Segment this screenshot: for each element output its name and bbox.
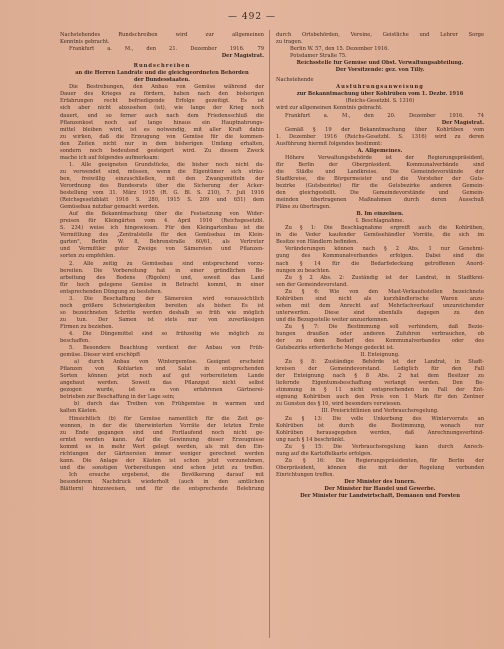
text-line: 4. Die Düngemittel sind so frühzeitig wie möglich zu <box>69 330 264 337</box>
text-line: entsprechenden Düngung zu bestehen. <box>60 288 163 295</box>
text-line: wird zur allgemeinen Kenntnis gebracht. <box>276 105 383 112</box>
text-line: garten", Berlin W. 8, Behrenstraße 60/61, als Vertreter <box>60 239 264 246</box>
text-line: der zu dem Bedarf des Kommunalverbandes oder des <box>276 338 484 345</box>
text-line: Gutsbezirks erforderliche Menge gedeckt ist. <box>276 345 395 352</box>
text-line: Sorten können jetzt noch auf gut vorbereitetem Lande <box>60 373 264 380</box>
text-line: III. Preisrichtlinien und Verbrauchsregelung. <box>321 408 439 415</box>
text-line: 3. Die Beschaffung der Sämereien wird voraussichtlich <box>69 295 264 302</box>
text-line: Dauer des Krieges zu fördern, haben nach den bisherigen <box>60 91 264 98</box>
text-line: preisen für Kleingärten vom 4. April 1916 (Reichsgesetzbl. <box>60 218 264 225</box>
text-line: (Reichs-Gesetzbl. S. 1316) <box>345 98 415 105</box>
text-line: 1. Alle geeigneten Grundstücke, die bisher noch nicht da- <box>69 161 264 168</box>
text-line: nach § 14 für die Bedarfsdeckung getroffenen Anord- <box>276 260 484 267</box>
text-line: für Berlin der Oberpräsident. Kommunalverbände sind <box>276 161 484 168</box>
text-line: hungen draußen oder anderen Zufuhren verbrauchen, ob <box>276 330 484 337</box>
text-line: zur Bekanntmachung über Kohlrüben vom 1. Dezbr. 1916 <box>296 91 464 98</box>
text-line: Besitze von Händlern befinden. <box>276 239 359 246</box>
text-line: Erfahrungen recht befriedigende Erfolge gezeitigt. Es ist <box>60 98 264 105</box>
text-line: Der Magistrat. <box>441 119 484 126</box>
text-line: und die sonstigen Vorbereitungen sind schon jetzt zu treffen. <box>60 464 264 471</box>
text-line: ben, freiwillig einzuschließen, mit den Zwangsmitteln der <box>60 175 264 182</box>
text-line: Pläne zu übertragen. <box>276 204 331 211</box>
text-line: B. Im einzelnen. <box>356 211 404 218</box>
text-line: unterwerfen. Diese sind ebenfalls dagegen zu den <box>276 309 484 316</box>
text-line: der Enteignung nach § 8 Abs. 2 hat dem Besitzer zu <box>276 373 484 380</box>
text-line: (Reichsgesetzblatt 1916 S. 280, 1915 S. 209 und 651) dem <box>60 197 264 204</box>
text-line: wonnen, in der die überwinterten Vorräte der letzten Ernte <box>60 422 264 429</box>
text-line: Kohlrüben ist durch die Bestimmung, wonach nur <box>276 422 484 429</box>
text-line: Ich ersuche ergebenst, die Bevölkerung darauf mit <box>69 471 264 478</box>
text-line: dauert, und so ferner auch nach dem Friedensschluß die <box>60 112 264 119</box>
text-line: zu Gunsten des § 10, wird besonders verwiesen. <box>276 401 402 408</box>
text-line: 1. Dezember 1916 (Reichs-Gesetzbl. S. 1316) wird zu deren <box>276 133 484 140</box>
text-line: kalten Kästen. <box>60 408 98 415</box>
text-line: b) durch das Treiben von Frühgemüse in warmen und <box>74 401 264 408</box>
text-line: der Bundesstaaten. <box>133 77 191 84</box>
text-line: den Zeiten nicht nur in dem bisherigen Umfang erhalten, <box>60 140 264 147</box>
text-line: bereiten. Die Vorbereitung hat in einer gründlichen Be- <box>60 267 264 274</box>
text-line: und Vermittler guter Zweige von Sämereien und Pflanzen- <box>60 246 264 253</box>
text-line: gung des Kommunalverbandes erfolgen. Dabei sind die <box>276 253 484 260</box>
text-line: sehen mit dem Anrecht auf Mehrfachverkauf unzureichender <box>276 302 484 309</box>
text-line: kreisen der Gemeindevorstand. Lediglich für den Fall <box>276 366 484 373</box>
left-column <box>60 32 264 493</box>
text-line: Firmen zu beziehen. <box>60 323 114 330</box>
text-line: ung nach § 14 beschränkt. <box>276 436 345 443</box>
column-divider <box>269 30 270 638</box>
text-line: Kohlrüben sind nicht als kurzhändlerische Waren anzu- <box>276 295 484 302</box>
text-line: arbeitung des Bodens (Rigolen) und, soweit das Land <box>60 274 264 281</box>
text-line: II. Enteignung. <box>360 352 400 359</box>
text-line: A. Allgemeines. <box>357 147 403 154</box>
text-line: Veränderungen können nach § 2 Abs. 1 nur Genehmi- <box>285 246 484 253</box>
text-line: Die Bestrebungen, den Anbau von Gemüse während der <box>69 84 264 91</box>
text-line: Der Magistrat. <box>221 53 264 60</box>
text-line: in die Veder kaufender Gemüsehändler Vorräte, die sich im <box>276 232 484 239</box>
text-line: den gleichgestellt. Die Gemeindevorstände und Gemein- <box>276 190 484 197</box>
text-line: liefernde Eigentumsbeschaffung verlangt werden. Den Be- <box>276 380 484 387</box>
text-line: Blättern) hinzuweisen, und für die entsprechende Belehrung <box>60 486 264 492</box>
text-line: Frankfurt a. M., den 20. Dezember 1916. 74 <box>285 112 484 119</box>
text-line: Hinsichtlich (b) für Gemüse namentlich für die Zeit ge- <box>69 415 264 422</box>
text-line: gemüse. Dieser wird erschöpft <box>60 352 141 359</box>
text-line: Ausführungsanweisung <box>336 84 424 91</box>
text-line: Höhere Verwaltungsbehörde ist der Regierungspräsident, <box>285 154 484 161</box>
text-line: und die Bezugsstelle weiter anzuerkennen. <box>276 316 389 323</box>
text-line: Zu § 16: Die Regierungspräsidenten, für Berlin der <box>285 457 484 464</box>
text-line: Der Vorsitzende: gez. von Tilly. <box>335 67 425 74</box>
text-line: Pflanzenkost noch auf lange hinaus ein Hauptnahrungs- <box>60 119 264 126</box>
text-line: zu tun. Der Samen ist stets nur von zuverlässigen <box>60 316 264 323</box>
text-line: Nachstehende <box>276 77 314 84</box>
text-line: so bezeichneten Schritte werden deshalb so früh wie möglich <box>60 309 264 316</box>
text-line: I. Beschlagnahme. <box>355 218 405 225</box>
text-line: Rundschreiben <box>133 63 191 70</box>
text-line: Verordnung des Bundesrats über die Sicherung der Acker- <box>60 182 264 189</box>
text-line: Der Minister für Landwirtschaft, Domänen und Forsten <box>300 493 460 500</box>
text-line: kommt es in mehr Wert gelegt werden, als mit den Ein- <box>60 443 264 450</box>
text-line: zu Ende gegangen sind und Fortlaufend noch nicht ge- <box>60 429 264 436</box>
text-line: S. 234) weise ich hingewiesen. Für den Kleingartenbau ist die <box>60 225 264 232</box>
text-line: Zu § 1: Die Beschlagnahme ergreift auch die Kohlrüben, <box>285 225 484 232</box>
text-line: mittel bleiben wird, ist es notwendig, mit aller Kraft dahin <box>60 126 264 133</box>
text-line: Auf die Bekanntmachung über die Festsetzung von Wider- <box>69 211 264 218</box>
text-line: Frankfurt a. M., den 21. Dezember 1916. 79 <box>69 46 264 53</box>
text-line: Vermittlung des „Zentralstelle für den Gemüsebau im Klein- <box>60 232 264 239</box>
text-line: durch Ortsbehörden, Vereine, Geistliche und Lehrer Sorge <box>276 32 484 38</box>
text-line: angebaut werden. Soweit das Pflanzgut nicht selbst <box>60 380 264 387</box>
text-line: meinden übertragenen Maßnahmen durch deren Ausschuß <box>276 197 484 204</box>
text-line: eignung Kohlrüben auch den Preis von 1 Mark für den Zentner <box>276 394 484 401</box>
text-line: Der Minister des Innern. <box>344 478 416 485</box>
text-line: noch größere Schwierigkeiten bereiten als bisher. Es ist <box>60 302 264 309</box>
page-number: — 492 — <box>228 12 276 22</box>
text-line: an die Herren Landräte und die gleichgeordneten Behörden <box>75 70 249 77</box>
text-line: Zu § 8: Zuständige Behörde ist der Landrat, in Stadt- <box>285 359 484 366</box>
text-line: erntet werden kann. Auf die Gewinnung dieser Erzeugnisse <box>60 436 264 443</box>
text-line: kann. Die Anlage der Kästen ist schon jetzt vorzunehmen, <box>60 457 264 464</box>
text-line: Gemäß § 19 der Bekanntmachung über Kohlrüben vom <box>285 126 484 133</box>
text-line: Zu § 15: Die Verbrauchsregelung kann durch Anrech- <box>285 443 484 450</box>
text-line: nung auf die Kartoffelkarte erfolgen. <box>276 450 373 457</box>
text-line: sen der Gemeindevorstand. <box>276 281 348 288</box>
text-line: Pflanzen von Kohlarten und Salat in entsprechenden <box>60 366 264 373</box>
text-line: bestellung vom 31. März 1915 (R. G. Bl. S. 210), 7. Juli 1916 <box>60 190 264 197</box>
right-column <box>276 32 484 500</box>
text-line: Einrichtungen treffen. <box>276 471 335 478</box>
text-line: für hoch gelegene Gemüse in Betracht kommt, in einer <box>60 281 264 288</box>
text-line: Nachstehendes Rundschreiben wird zur allgemeinen <box>60 32 264 38</box>
text-line: beschaffen. <box>60 338 90 345</box>
text-line: mache ich auf folgendes aufmerksam: <box>60 154 160 161</box>
text-line: 2. Alle zeitig zu Gemüsebau sind entsprechend vorzu- <box>69 260 264 267</box>
text-line: Zu § 2 Abs. 2: Zuständig ist der Landrat, in Stadtkrei- <box>285 274 484 281</box>
text-line: stimmung in § 11 nicht entsprechenden im Fall der Ent- <box>276 387 484 394</box>
text-line: gezogen wurde, ist es von erfahrenen Gärtnerei- <box>60 387 264 394</box>
text-line: Ausführung hiermit folgendes bestimmt: <box>276 140 382 147</box>
text-line: Zu § 7: Die Bestimmung soll verhindern, daß Bezie- <box>285 323 484 330</box>
text-line: Stadtkreise, die Bürgermeister und die Vorsteher der Guts- <box>276 175 484 182</box>
text-line: richtungen der Gärtnereien immer weniger gerechnet werden <box>60 450 264 457</box>
text-line: zu wirken, daß die Erzeugung von Gemüse für die kommen- <box>60 133 264 140</box>
text-line: zu verwendet sind, müssen, wenn die Eigentümer sich sträu- <box>60 168 264 175</box>
text-line: nungen zu beachten. <box>276 267 331 274</box>
text-line: sich aber nicht abzusehen (ist), wie lange der Krieg noch <box>60 105 264 112</box>
text-line: Reichsstelle für Gemüse und Obst. Verwaltungsabteilung. <box>296 60 464 67</box>
text-line: Der Minister für Handel und Gewerbe. <box>324 486 436 492</box>
text-line: betrieben zur Beschaffung in der Lage sein; <box>60 394 175 401</box>
text-line: Zu § 6: Wie von den Mast-Verkaufsstellen bezeichnete <box>285 288 484 295</box>
text-line: Kohlrüben herausgegeben werden, daß Anrechnungsverbind- <box>276 429 484 436</box>
text-line: Potsdamer Straße 75. <box>290 53 347 60</box>
text-line: Zu § 13: Die volle Unkerbung des Wintervorrats an <box>285 415 484 422</box>
text-line: Kenntnis gebracht. <box>60 39 110 46</box>
text-line: bezirke (Gutsbezirke) für die Gutsbezirke anderen Gemein- <box>276 182 484 189</box>
text-line: Gemüsebau nutzbar gemacht werden. <box>60 204 160 211</box>
text-line: a) durch Anbau von Wintergemüse. Geeignet erscheint <box>74 359 264 366</box>
text-line: Berlin W. 57, den 15. Dezember 1916. <box>290 46 389 53</box>
text-line: besonderem Nachdruck wiederholt (auch in den amtlichen <box>60 478 264 485</box>
text-line: Oberpräsident, können die mit der Regelung verbunden <box>276 464 484 471</box>
text-line: die Städte und Landkreise. Die Gemeindevorstände der <box>276 168 484 175</box>
text-line: zu tragen. <box>276 39 303 46</box>
text-line: sorten zu empfehlen. <box>60 253 115 260</box>
text-line: sondern noch bedeutend gesteigert wird. Zu diesem Zweck <box>60 147 264 154</box>
text-line: 5. Besondere Beachtung verdient der Anbau von Früh- <box>69 345 264 352</box>
